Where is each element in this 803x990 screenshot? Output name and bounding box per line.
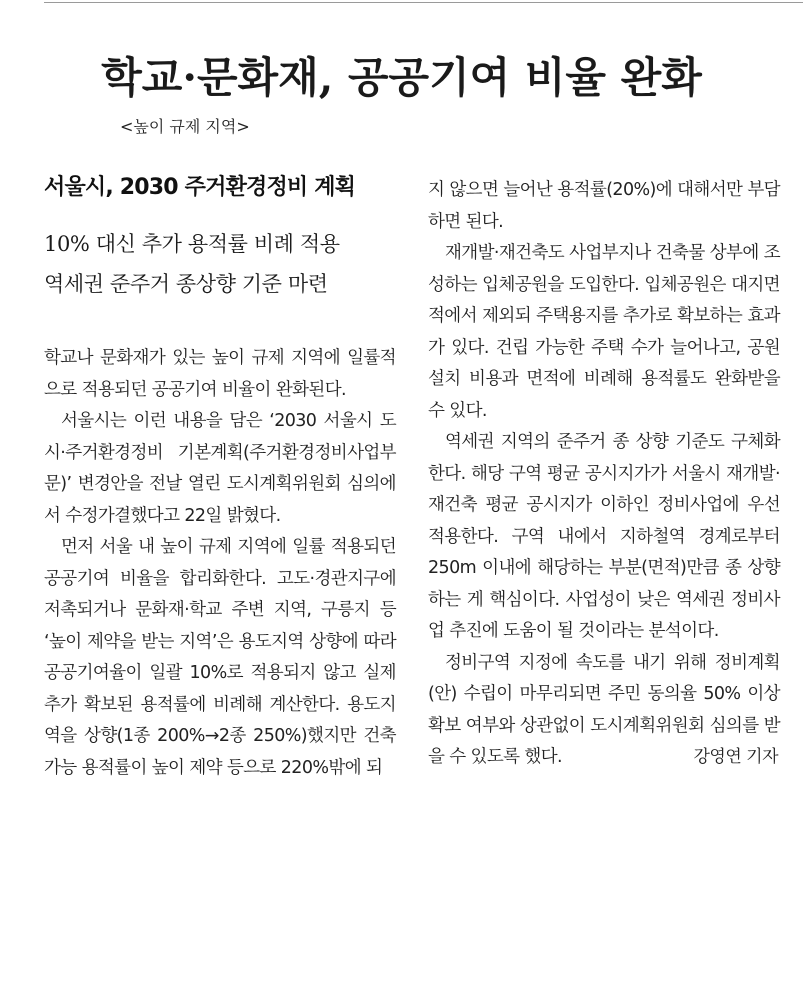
last-paragraph-wrap (428, 648, 780, 774)
body-paragraph: 먼저 서울 내 높이 규제 지역에 일률 적용되던 공공기여 비율을 합리화한다. 고도·경관지구에 저촉되거나 문화재·학교 주변 지역, 구릉지 등 ‘높이 제약을 받는 지역’은 용도지역 상향에 따라 공공기여율이 일괄 10%로 적용되지 않고 실제 추가 확보된 용적률에 비례해 계산한다. 용도지역을 상향(1종 200%→2종 250%)했지만 건축 가능 용적률이 높이 제약 등으로 220%밖에 되 (44, 537, 396, 778)
headline-tag: <높이 규제 지역> (120, 117, 250, 136)
body-paragraph: 학교나 문화재가 있는 높이 규제 지역에 일률적으로 적용되던 공공기여 비율이 완화된다. (44, 348, 396, 400)
top-rule (44, 2, 803, 3)
headline: 학교·문화재, 공공기여 비율 완화 (101, 53, 702, 102)
byline: 강영연 기자 (693, 747, 778, 767)
body-paragraph: 재개발·재건축도 사업부지나 건축물 상부에 조성하는 입체공원을 도입한다. 입체공원은 대지면적에서 제외되 주택용지를 추가로 확보하는 효과가 있다. 건립 가능한 주택 수가 늘어나고, 공원 설치 비용과 면적에 비례해 용적률도 완화받을 수 있다. (428, 243, 780, 421)
subhead-main: 서울시, 2030 주거환경정비 계획 (44, 175, 356, 200)
body-paragraph: 지 않으면 늘어난 용적률(20%)에 대해서만 부담하면 된다. (428, 180, 780, 232)
subhead-line-1: 10% 대신 추가 용적률 비례 적용 (44, 232, 340, 256)
body-paragraph: 정비구역 지정에 속도를 내기 위해 정비계획(안) 수립이 마무리되면 주민 동의율 50% 이상 확보 여부와 상관없이 도시계획위원회 심의를 받을 수 있도록 했다. (428, 652, 780, 767)
body-paragraph: 서울시는 이런 내용을 담은 ‘2030 서울시 도시·주거환경정비 기본계획(주거환경정비사업부문)’ 변경안을 전날 열린 도시계획위원회 심의에서 수정가결했다고 22일 밝혔다. (44, 411, 396, 526)
article-body-right (428, 175, 780, 774)
body-paragraph: 역세권 지역의 준주거 종 상향 기준도 구체화한다. 해당 구역 평균 공시지가가 서울시 재개발·재건축 평균 공시지가 이하인 정비사업에 우선 적용한다. 구역 내에서 지하철역 경계로부터 250m 이내에 해당하는 부분(면적)만큼 종 상향하는 게 핵심이다. 사업성이 낮은 역세권 정비사업 추진에 도움이 될 것이라는 분석이다. (428, 432, 780, 641)
article-body-left (44, 343, 396, 784)
subhead-line-2: 역세권 준주거 종상향 기준 마련 (44, 272, 328, 296)
